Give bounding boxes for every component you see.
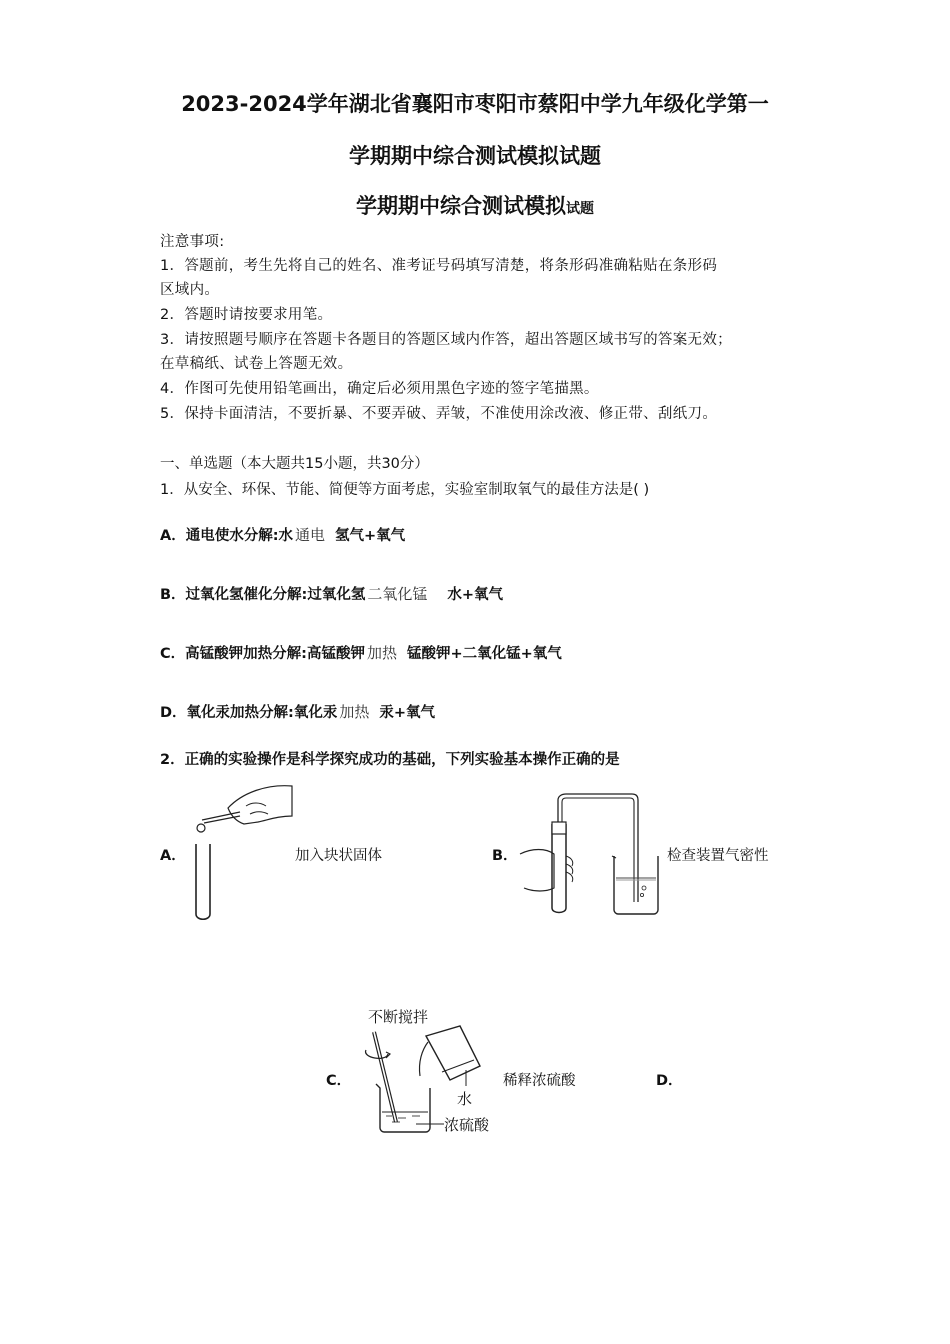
q1-option-d-suffix: 汞+氧气 (379, 705, 435, 721)
q1-option-a-prefix: A．通电使水分解:水 (160, 528, 294, 544)
q1-option-c (160, 642, 562, 663)
stopper-icon (552, 822, 566, 834)
q1-option-c-condition: 加热 (366, 644, 397, 662)
q1-option-b-prefix: B．过氧化氢催化分解:过氧化氢 (160, 587, 366, 603)
q1-option-b-condition: 二氧化锰 (367, 585, 428, 603)
q2-stem: 2．正确的实验操作是科学探究成功的基础，下列实验基本操作正确的是 (160, 752, 620, 768)
notice-item: 2．答题时请按要求用笔。 (160, 307, 333, 323)
notice-heading: 注意事项: (160, 234, 225, 250)
q2-option-b-text: 检查装置气密性 (667, 848, 769, 864)
glass-tube-icon (558, 794, 638, 902)
q1-option-c-prefix: C．高锰酸钾加热分解:高锰酸钾 (160, 646, 365, 662)
q1-option-d (160, 701, 435, 722)
notice-item: 区域内。 (160, 282, 220, 298)
beaker-icon (376, 1084, 430, 1132)
notice-item: 3．请按照题号顺序在答题卡各题目的答题区域内作答，超出答题区域书写的答案无效； (160, 332, 732, 348)
solid-block-icon (197, 824, 205, 832)
notice-item: 1．答题前，考生先将自己的姓名、准考证号码填写清楚，将条形码准确粘贴在条形码 (160, 258, 718, 274)
hand-icon (228, 786, 292, 824)
title-line-3 (0, 190, 950, 220)
section-heading: 一、单选题（本大题共15小题，共30分） (160, 456, 429, 472)
q2-option-c-figure (356, 1002, 504, 1136)
q2-option-a-text: 加入块状固体 (295, 848, 382, 864)
q2-option-c-text: 稀释浓硫酸 (503, 1073, 576, 1089)
hand-icon (520, 850, 554, 892)
q1-option-a-condition: 通电 (295, 526, 326, 544)
notice-item: 5．保持卡面清洁，不要折暴、不要弄破、弄皱，不准使用涂改液、修正带、刮纸刀。 (160, 406, 718, 422)
water-label: 水 (457, 1090, 473, 1108)
title-line-2: 学期期中综合测试模拟试题 (349, 144, 601, 168)
title-line-3-small: 试题 (566, 201, 594, 217)
beaker-icon (614, 856, 658, 914)
q1-option-d-condition: 加热 (339, 703, 370, 721)
q2-option-b-label: B． (492, 848, 518, 864)
stir-label: 不断搅拌 (368, 1008, 429, 1026)
notice-item: 在草稿纸、试卷上答题无效。 (160, 356, 353, 372)
q1-option-d-prefix: D．氧化汞加热分解:氧化汞 (160, 705, 338, 721)
title-line-1: 2023-2024学年湖北省襄阳市枣阳市蔡阳中学九年级化学第一 (181, 92, 769, 116)
q2-option-a-figure (188, 778, 298, 926)
q1-option-b-suffix: 水+氧气 (447, 587, 504, 603)
test-tube-icon (196, 844, 210, 919)
q1-option-a-suffix: 氢气+氧气 (335, 528, 406, 544)
q2-option-a-label: A． (160, 848, 186, 864)
q1-option-b (160, 583, 503, 604)
q1-option-c-suffix: 锰酸钾+二氧化锰+氧气 (406, 646, 562, 662)
q1-stem: 1．从安全、环保、节能、简便等方面考虑，实验室制取氧气的最佳方法是( ) (160, 482, 650, 498)
q2-option-c-label: C． (326, 1073, 352, 1089)
q2-option-b-figure (516, 792, 666, 920)
acid-label: 浓硫酸 (444, 1116, 490, 1134)
notice-item: 4．作图可先使用铅笔画出，确定后必须用黑色字迹的签字笔描黑。 (160, 381, 599, 397)
q1-option-a (160, 524, 405, 545)
pouring-cup-icon (426, 1026, 480, 1080)
q2-option-d-label: D． (656, 1073, 683, 1089)
title-line-3-main: 学期期中综合测试模拟 (356, 194, 566, 218)
